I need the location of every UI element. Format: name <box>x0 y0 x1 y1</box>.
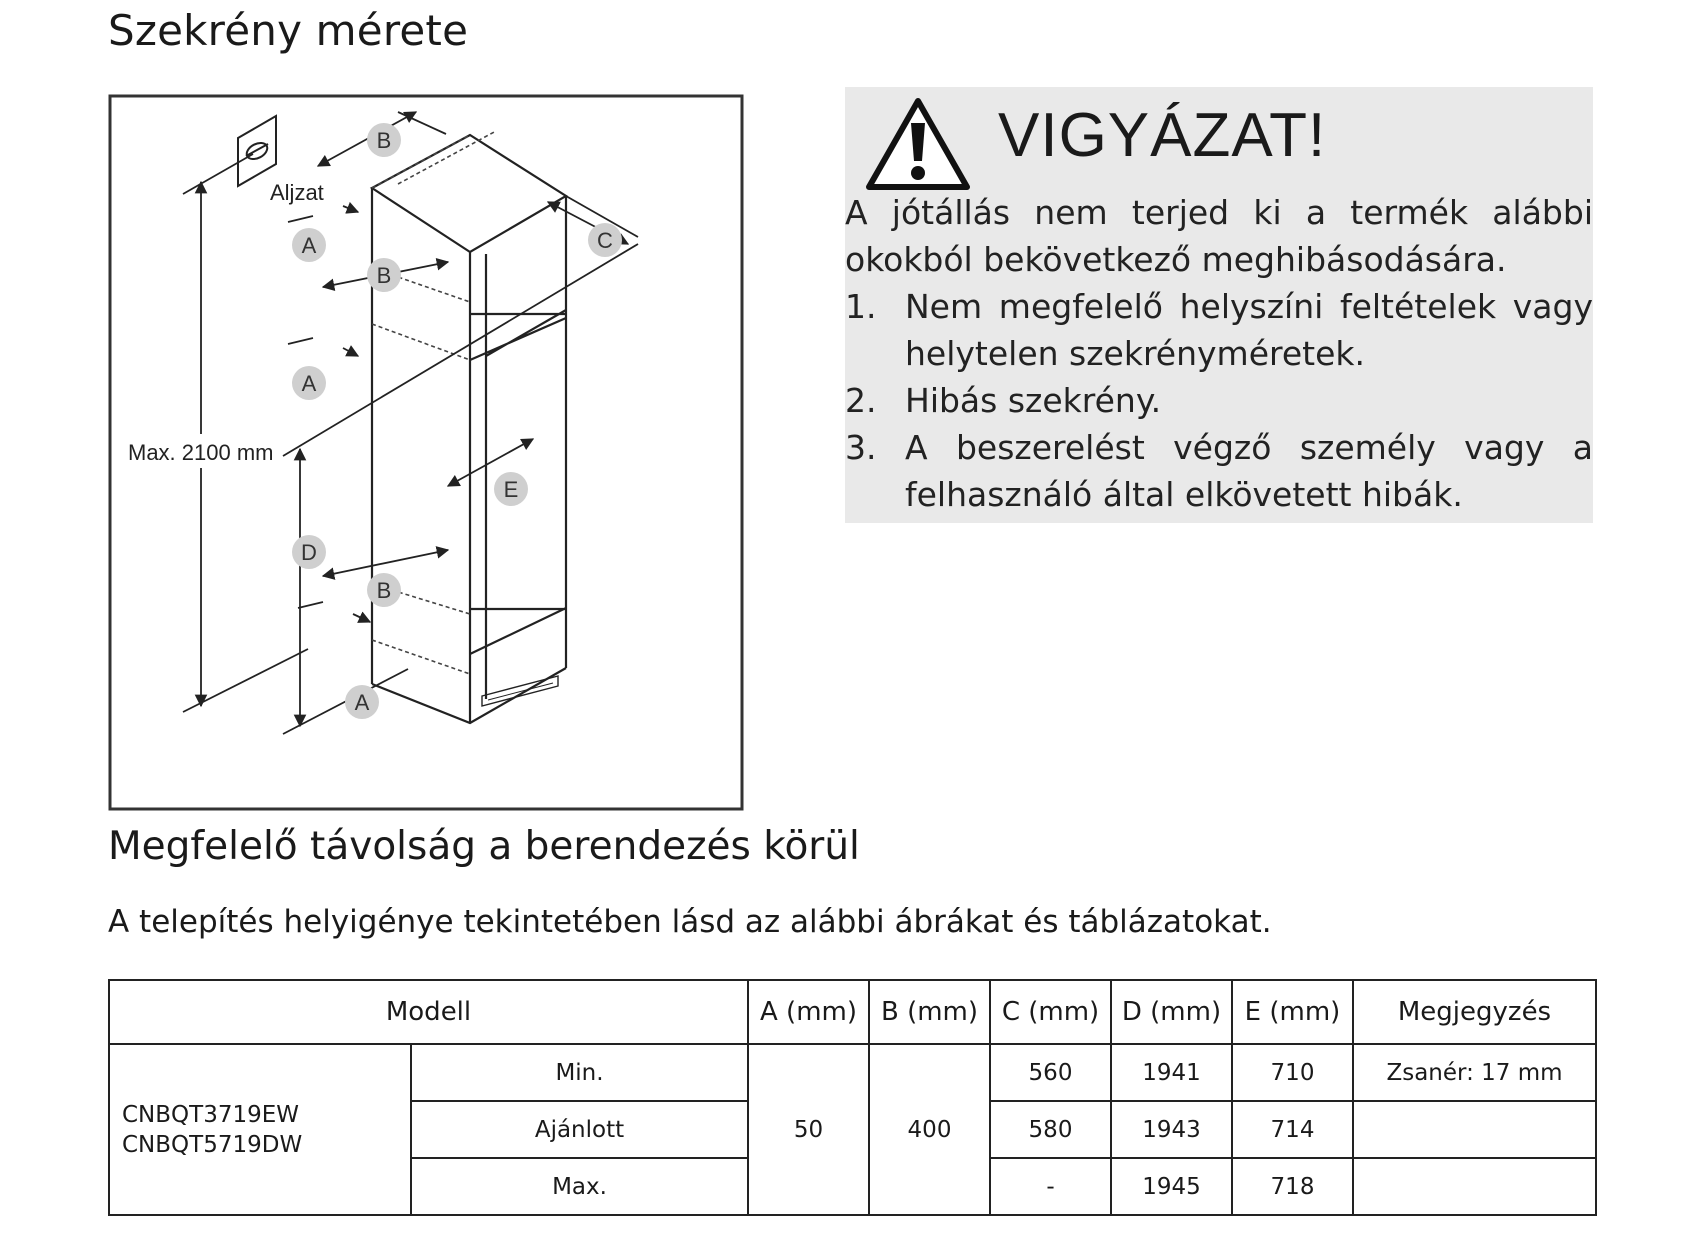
marker-e <box>494 472 528 506</box>
cell-c-value: 560 <box>990 1044 1111 1101</box>
cell-e-value: 714 <box>1232 1101 1353 1158</box>
warning-triangle-icon <box>863 95 973 195</box>
header-note: Megjegyzés <box>1353 980 1596 1044</box>
marker-d-label: D <box>301 540 317 565</box>
row-label: Min. <box>411 1044 748 1101</box>
warning-item-text: Hibás szekrény. <box>905 381 1162 420</box>
header-e: E (mm) <box>1232 980 1353 1044</box>
warning-item-text: Nem megfelelő helyszíni feltételek vagy helytelen szekrényméretek. <box>905 287 1593 373</box>
header-model: Modell <box>109 980 748 1044</box>
distance-table <box>108 979 1597 1216</box>
marker-b-upper <box>367 258 401 292</box>
warning-body <box>845 189 1593 518</box>
warning-intro: A jótállás nem terjed ki a termék alábbi okokból bekövetkező meghibásodására. <box>845 193 1593 279</box>
warning-title: VIGYÁZAT! <box>998 101 1327 170</box>
cell-b-value: 400 <box>869 1044 990 1215</box>
marker-b-top-label: B <box>376 128 392 153</box>
warning-item-number: 1. <box>845 287 877 326</box>
cell-d-value: 1943 <box>1111 1101 1232 1158</box>
cell-note <box>1353 1101 1596 1158</box>
cell-a-value: 50 <box>748 1044 869 1215</box>
marker-d <box>292 535 326 569</box>
marker-c-label: C <box>597 228 613 253</box>
warning-item-text: A beszerelést végző személy vagy a felhasználó által elkövetett hibák. <box>905 428 1593 514</box>
cell-e-value: 710 <box>1232 1044 1353 1101</box>
row-label: Max. <box>411 1158 748 1215</box>
cell-d-value: 1945 <box>1111 1158 1232 1215</box>
marker-b-upper-label: B <box>376 263 392 288</box>
marker-a-lower-label: A <box>354 690 370 715</box>
socket-label: Aljzat <box>270 180 324 205</box>
section-heading: Megfelelő távolság a berendezés körül <box>108 824 860 869</box>
header-c: C (mm) <box>990 980 1111 1044</box>
cell-d-value: 1941 <box>1111 1044 1232 1101</box>
marker-a-upper <box>292 228 326 262</box>
warning-list-item <box>845 424 1593 518</box>
header-b: B (mm) <box>869 980 990 1044</box>
marker-c <box>588 223 622 257</box>
cell-c-value: 580 <box>990 1101 1111 1158</box>
marker-a-upper-label: A <box>301 233 317 258</box>
model-name: CNBQT5719DW <box>122 1131 303 1158</box>
table-header-row <box>109 980 1596 1044</box>
warning-header <box>863 95 1583 185</box>
header-a: A (mm) <box>748 980 869 1044</box>
marker-b-top <box>367 123 401 157</box>
warning-list <box>845 283 1593 518</box>
cell-c-value: - <box>990 1158 1111 1215</box>
cabinet-diagram <box>108 94 744 811</box>
warning-list-item <box>845 283 1593 377</box>
section-intro: A telepítés helyigénye tekintetében lásd az alábbi ábrákat és táblázatokat. <box>108 904 1272 940</box>
max-height-label: Max. 2100 mm <box>128 440 274 465</box>
model-name: CNBQT3719EW <box>122 1101 300 1128</box>
cell-note: Zsanér: 17 mm <box>1353 1044 1596 1101</box>
page-title: Szekrény mérete <box>108 6 469 55</box>
marker-a-middle-label: A <box>301 371 317 396</box>
marker-a-middle <box>292 366 326 400</box>
marker-a-lower <box>345 685 379 719</box>
warning-item-number: 3. <box>845 428 877 467</box>
marker-b-lower-label: B <box>376 578 392 603</box>
warning-item-number: 2. <box>845 381 877 420</box>
marker-b-lower <box>367 573 401 607</box>
warning-box <box>845 87 1593 523</box>
warning-list-item <box>845 377 1593 424</box>
marker-e-label: E <box>503 477 519 502</box>
cell-e-value: 718 <box>1232 1158 1353 1215</box>
row-label: Ajánlott <box>411 1101 748 1158</box>
table-row <box>109 1044 1596 1101</box>
header-d: D (mm) <box>1111 980 1232 1044</box>
cell-note <box>1353 1158 1596 1215</box>
model-cell <box>109 1044 411 1215</box>
